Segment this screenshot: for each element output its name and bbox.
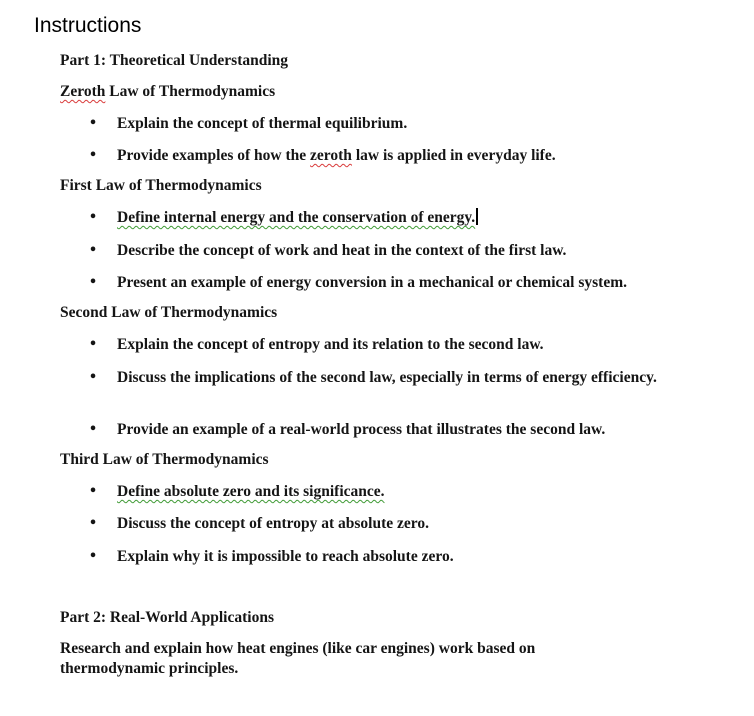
zeroth-law-heading [60, 81, 275, 103]
list-item-text: Explain the concept of entropy and its relation to the second law. [117, 336, 544, 353]
text-cursor [476, 208, 478, 225]
grammar-flagged-text[interactable]: Define absolute zero and its significance. [117, 483, 385, 500]
bullet-icon: • [88, 337, 98, 352]
bullet-icon: • [88, 116, 98, 131]
list-item-text: Discuss the concept of entropy at absolute zero. [117, 515, 429, 532]
bullet-icon: • [88, 549, 98, 564]
list-item-text: Present an example of energy conversion in a mechanical or chemical system. [117, 274, 627, 291]
bullet-icon: • [88, 210, 98, 225]
bullet-icon: • [88, 275, 98, 290]
bullet-icon: • [88, 370, 98, 385]
list-item-text: Discuss the implications of the second law, especially in terms of energy efficiency. [117, 369, 657, 386]
list-item-text: Provide an example of a real-world process that illustrates the second law. [117, 421, 606, 438]
part1-heading: Part 1: Theoretical Understanding [60, 52, 289, 69]
bullet-icon: • [88, 516, 98, 531]
document-title: Instructions [34, 14, 142, 37]
list-item-text-part: law is applied in everyday life. [351, 147, 556, 164]
zeroth-law-heading-rest: Law of Thermodynamics [105, 83, 276, 100]
list-item-text [117, 482, 717, 502]
list-item-text: Describe the concept of work and heat in the context of the first law. [117, 242, 567, 259]
bullet-icon: • [88, 243, 98, 258]
grammar-flagged-text[interactable]: Define internal energy and the conservation of energy. [117, 209, 476, 226]
list-item-text [117, 208, 717, 228]
list-item-text: Explain the concept of thermal equilibrium. [117, 115, 408, 132]
list-item-text [117, 146, 717, 166]
bullet-icon: • [88, 422, 98, 437]
list-item-text: Explain why it is impossible to reach absolute zero. [117, 548, 454, 565]
bullet-icon: • [88, 148, 98, 163]
misspelled-word[interactable]: zeroth [310, 147, 352, 164]
misspelled-word[interactable]: Zeroth [60, 83, 106, 100]
second-law-heading: Second Law of Thermodynamics [60, 304, 278, 321]
part2-heading: Part 2: Real-World Applications [60, 609, 274, 626]
third-law-heading: Third Law of Thermodynamics [60, 451, 269, 468]
first-law-heading: First Law of Thermodynamics [60, 177, 262, 194]
part2-paragraph: Research and explain how heat engines (like car engines) work based on thermodynamic principles. [60, 640, 536, 677]
list-item-text-part: Provide examples of how the [117, 147, 311, 164]
bullet-icon: • [88, 484, 98, 499]
